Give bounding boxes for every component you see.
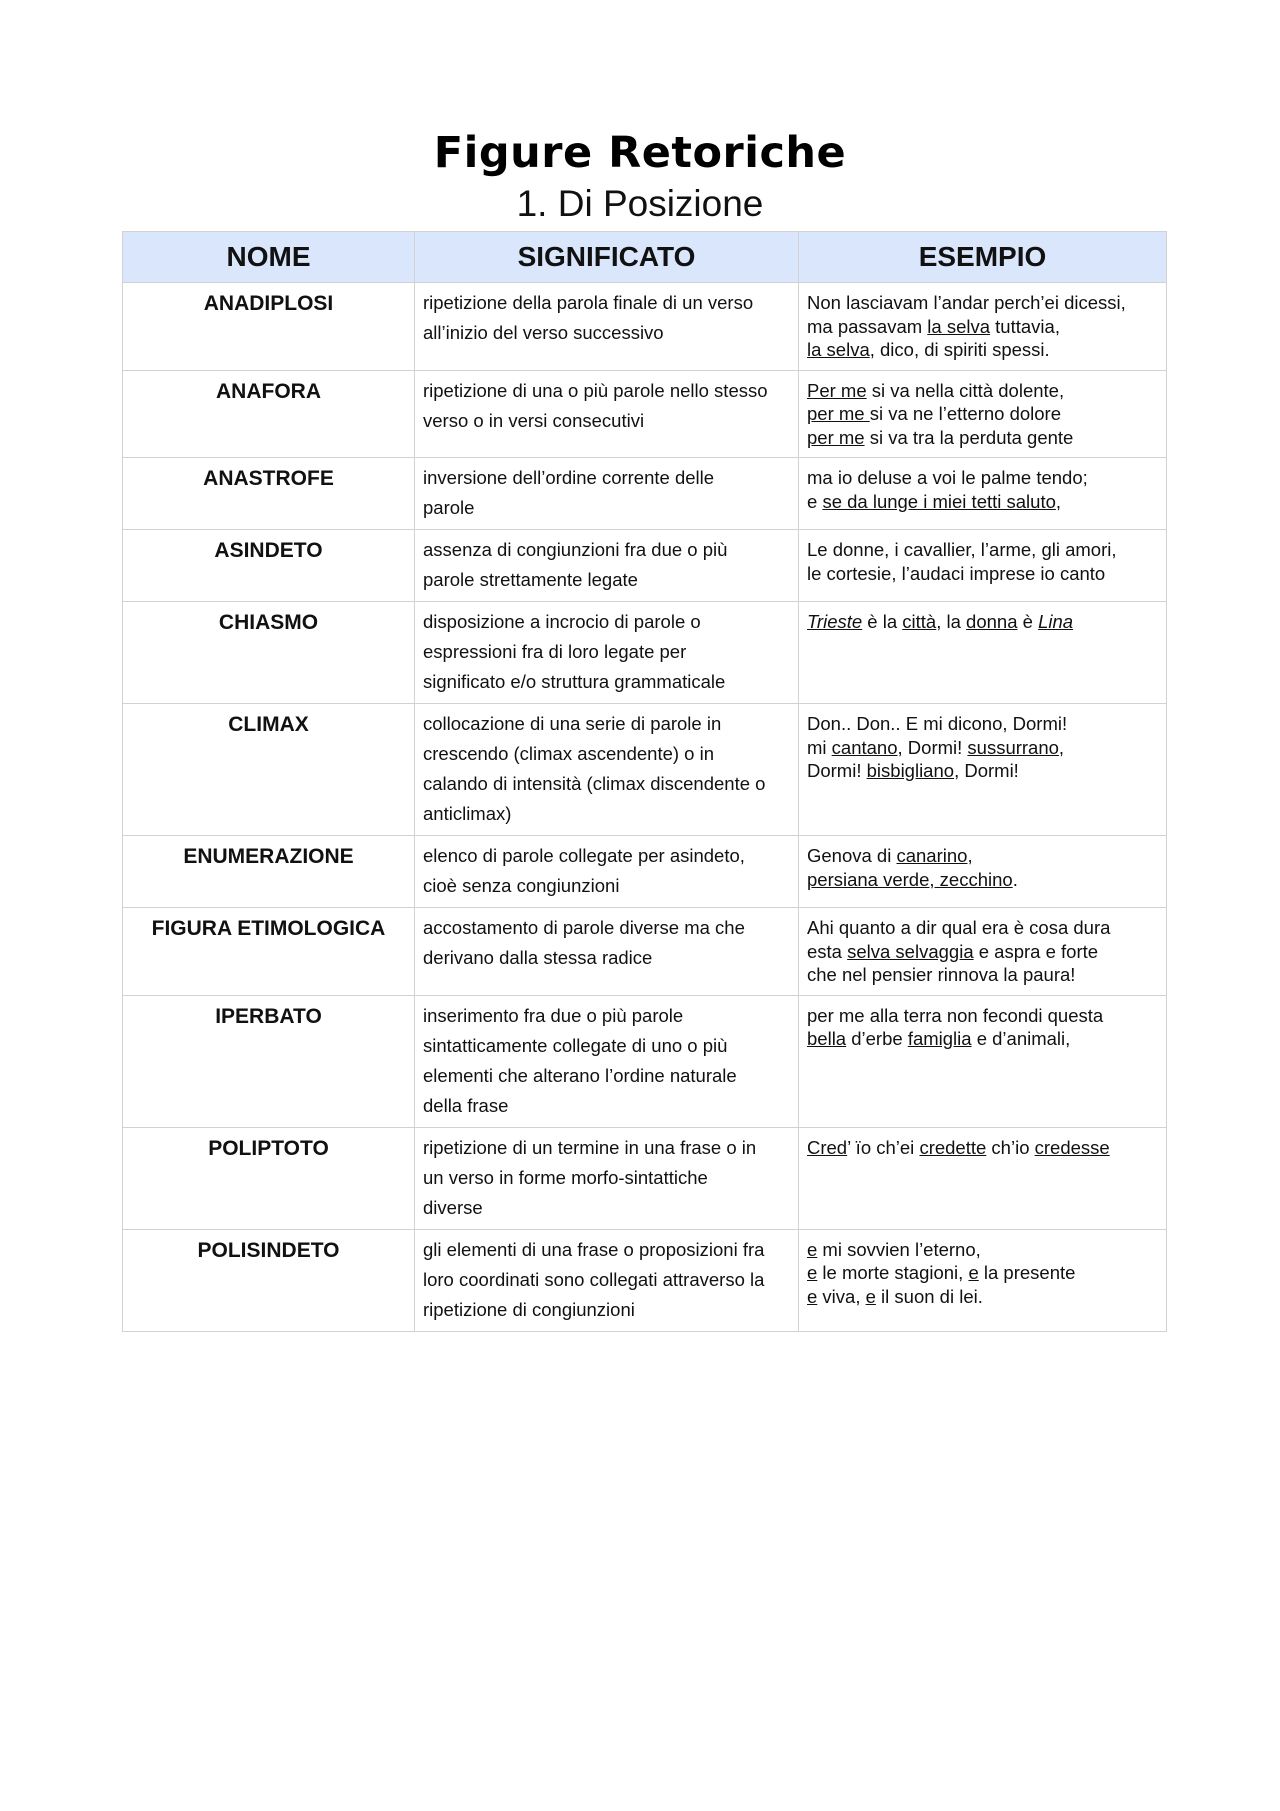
underlined-word: per me bbox=[807, 426, 865, 448]
esempio-line bbox=[807, 402, 1158, 426]
cell-significato bbox=[415, 458, 799, 530]
table-row bbox=[123, 908, 1167, 996]
cell-significato bbox=[415, 995, 799, 1127]
underlined-word: la selva bbox=[807, 339, 870, 360]
significato-line: ripetizione di una o più parole nello stesso bbox=[423, 379, 768, 401]
significato-line: calando di intensità (climax discendente o bbox=[423, 773, 766, 794]
cell-esempio bbox=[799, 283, 1167, 371]
verse-text: Non lasciavam l’andar perch’ei dicessi, bbox=[807, 292, 1126, 313]
verse-text: . bbox=[1012, 868, 1018, 890]
cell-nome: FIGURA ETIMOLOGICA bbox=[123, 908, 415, 996]
underlined-word: Lina bbox=[1038, 611, 1074, 632]
table-row bbox=[123, 1127, 1167, 1229]
significato-line: significato e/o struttura grammaticale bbox=[423, 671, 726, 692]
verse-text: si va ne l’etterno dolore bbox=[869, 403, 1061, 424]
underlined-word: città bbox=[902, 611, 937, 632]
verse-text: esta bbox=[807, 940, 848, 962]
esempio-line bbox=[807, 490, 1158, 514]
table-row bbox=[123, 836, 1167, 908]
verse-text: , bbox=[1055, 490, 1062, 512]
verse-text: ch’io bbox=[986, 1136, 1035, 1158]
cell-nome: CHIASMO bbox=[123, 602, 415, 704]
esempio-line bbox=[807, 712, 1158, 736]
esempio-line bbox=[807, 562, 1158, 586]
underlined-word: Cred bbox=[807, 1136, 848, 1158]
cell-nome: ENUMERAZIONE bbox=[123, 836, 415, 908]
underlined-word: Trieste bbox=[807, 611, 863, 632]
cell-esempio bbox=[799, 995, 1167, 1127]
underlined-word: cantano bbox=[831, 736, 898, 758]
verse-text: è la bbox=[862, 611, 903, 632]
underlined-word: bisbigliano bbox=[866, 760, 955, 781]
column-header-esempio: ESEMPIO bbox=[799, 232, 1167, 283]
significato-line: ripetizione di un termine in una frase o in bbox=[423, 1136, 757, 1158]
verse-text: d’erbe bbox=[846, 1028, 908, 1049]
table-row bbox=[123, 704, 1167, 836]
cell-significato bbox=[415, 1229, 799, 1331]
significato-line: ripetizione della parola finale di un verso bbox=[423, 292, 754, 313]
verse-text: si va tra la perduta gente bbox=[864, 426, 1074, 448]
verse-text: le cortesie, l’audaci imprese io canto bbox=[807, 562, 1106, 584]
document-title: Figure Retoriche bbox=[433, 128, 847, 178]
verse-text: viva, bbox=[817, 1285, 866, 1307]
esempio-line bbox=[807, 1027, 1158, 1051]
verse-text: mi sovvien l’eterno, bbox=[817, 1238, 981, 1260]
cell-esempio bbox=[799, 704, 1167, 836]
significato-line: assenza di congiunzioni fra due o più bbox=[423, 539, 728, 560]
verse-text: per me alla terra non fecondi questa bbox=[807, 1004, 1104, 1026]
verse-text: e d’animali, bbox=[971, 1028, 1071, 1049]
column-header-nome: NOME bbox=[123, 232, 415, 283]
verse-text: , Dormi! bbox=[897, 736, 968, 758]
verse-text: si va nella città dolente, bbox=[866, 379, 1065, 401]
cell-nome: ANASTROFE bbox=[123, 458, 415, 530]
table-header-row bbox=[123, 232, 1167, 283]
underlined-word: la selva bbox=[927, 315, 991, 337]
verse-text: , bbox=[967, 845, 973, 866]
cell-esempio bbox=[799, 458, 1167, 530]
esempio-line bbox=[807, 759, 1158, 783]
esempio-line bbox=[807, 1261, 1158, 1285]
verse-text: tuttavia, bbox=[990, 315, 1060, 337]
table-row bbox=[123, 995, 1167, 1127]
cell-nome: ASINDETO bbox=[123, 530, 415, 602]
cell-nome: ANADIPLOSI bbox=[123, 283, 415, 371]
underlined-word: selva selvaggia bbox=[847, 940, 974, 962]
significato-line: inserimento fra due o più parole bbox=[423, 1004, 684, 1026]
underlined-word: famiglia bbox=[907, 1028, 972, 1049]
table-row bbox=[123, 458, 1167, 530]
esempio-line bbox=[807, 315, 1158, 339]
underlined-word: e bbox=[865, 1285, 876, 1307]
verse-text: Le donne, i cavallier, l’arme, gli amori, bbox=[807, 539, 1117, 560]
underlined-word: per me bbox=[807, 403, 870, 424]
significato-line: inversione dell’ordine corrente delle bbox=[423, 467, 715, 488]
cell-nome: ANAFORA bbox=[123, 370, 415, 458]
esempio-line bbox=[807, 1238, 1158, 1262]
esempio-line bbox=[807, 1004, 1158, 1028]
significato-line: all’inizio del verso successivo bbox=[423, 322, 664, 343]
verse-text: Ahi quanto a dir qual era è cosa dura bbox=[807, 917, 1111, 938]
esempio-line bbox=[807, 844, 1158, 868]
cell-nome: POLIPTOTO bbox=[123, 1127, 415, 1229]
table-row bbox=[123, 370, 1167, 458]
cell-significato bbox=[415, 1127, 799, 1229]
significato-line: elementi che alterano l’ordine naturale bbox=[423, 1064, 737, 1086]
verse-text: ma io deluse a voi le palme tendo; bbox=[807, 467, 1088, 488]
underlined-word: canarino bbox=[896, 845, 968, 866]
cell-significato bbox=[415, 530, 799, 602]
cell-esempio bbox=[799, 602, 1167, 704]
underlined-word: persiana verde, zecchino bbox=[807, 868, 1013, 890]
underlined-word: sussurrano bbox=[967, 736, 1059, 758]
significato-line: gli elementi di una frase o proposizioni fra bbox=[423, 1238, 765, 1260]
significato-line: diverse bbox=[423, 1196, 483, 1218]
significato-line: disposizione a incrocio di parole o bbox=[423, 611, 701, 632]
underlined-word: e bbox=[807, 1262, 818, 1283]
cell-esempio bbox=[799, 1127, 1167, 1229]
cell-esempio bbox=[799, 530, 1167, 602]
table-row bbox=[123, 530, 1167, 602]
underlined-word: donna bbox=[966, 611, 1018, 632]
cell-esempio bbox=[799, 1229, 1167, 1331]
esempio-line bbox=[807, 963, 1158, 987]
underlined-word: e bbox=[968, 1262, 979, 1283]
verse-text: , bbox=[1058, 736, 1065, 758]
verse-text: , Dormi! bbox=[954, 760, 1019, 781]
esempio-line bbox=[807, 1285, 1158, 1309]
underlined-word: credette bbox=[919, 1136, 987, 1158]
esempio-line bbox=[807, 610, 1158, 634]
esempio-line bbox=[807, 916, 1158, 940]
significato-line: crescendo (climax ascendente) o in bbox=[423, 743, 715, 764]
verse-text: è bbox=[1017, 611, 1039, 632]
cell-nome: IPERBATO bbox=[123, 995, 415, 1127]
cell-significato bbox=[415, 602, 799, 704]
table-row bbox=[123, 1229, 1167, 1331]
underlined-word: se da lunge i miei tetti saluto bbox=[822, 490, 1056, 512]
significato-line: della frase bbox=[423, 1094, 509, 1116]
esempio-line bbox=[807, 338, 1158, 362]
cell-nome: CLIMAX bbox=[123, 704, 415, 836]
verse-text: la presente bbox=[978, 1262, 1076, 1283]
verse-text: Genova di bbox=[807, 845, 897, 866]
underlined-word: e bbox=[807, 1238, 818, 1260]
cell-significato bbox=[415, 908, 799, 996]
esempio-line bbox=[807, 1136, 1158, 1160]
table-row bbox=[123, 602, 1167, 704]
significato-line: elenco di parole collegate per asindeto, bbox=[423, 845, 745, 866]
underlined-word: credesse bbox=[1034, 1136, 1110, 1158]
verse-text: ’ ïo ch’ei bbox=[847, 1136, 920, 1158]
cell-esempio bbox=[799, 908, 1167, 996]
verse-text: Dormi! bbox=[807, 760, 867, 781]
esempio-line bbox=[807, 868, 1158, 892]
cell-significato bbox=[415, 836, 799, 908]
underlined-word: bella bbox=[807, 1028, 847, 1049]
underlined-word: Per me bbox=[807, 379, 867, 401]
document-subtitle: 1. Di Posizione bbox=[516, 183, 764, 224]
verse-text: Don.. Don.. E mi dicono, Dormi! bbox=[807, 713, 1068, 734]
table-row bbox=[123, 283, 1167, 371]
cell-significato bbox=[415, 283, 799, 371]
significato-line: un verso in forme morfo-sintattiche bbox=[423, 1166, 708, 1188]
esempio-line bbox=[807, 379, 1158, 403]
significato-line: anticlimax) bbox=[423, 803, 512, 824]
table-body bbox=[123, 283, 1167, 1332]
significato-line: cioè senza congiunzioni bbox=[423, 875, 620, 896]
esempio-line bbox=[807, 736, 1158, 760]
significato-line: sintatticamente collegate di uno o più bbox=[423, 1034, 728, 1056]
verse-text: e aspra e forte bbox=[973, 940, 1099, 962]
cell-esempio bbox=[799, 370, 1167, 458]
figures-table bbox=[122, 231, 1167, 1332]
significato-line: parole bbox=[423, 497, 475, 518]
cell-nome: POLISINDETO bbox=[123, 1229, 415, 1331]
verse-text: e bbox=[807, 490, 823, 512]
significato-line: espressioni fra di loro legate per bbox=[423, 641, 687, 662]
cell-esempio bbox=[799, 836, 1167, 908]
esempio-line bbox=[807, 291, 1158, 315]
significato-line: accostamento di parole diverse ma che bbox=[423, 917, 745, 938]
verse-text: ma passavam bbox=[807, 315, 928, 337]
underlined-word: e bbox=[807, 1285, 818, 1307]
significato-line: loro coordinati sono collegati attraverso la bbox=[423, 1268, 765, 1290]
verse-text: , la bbox=[936, 611, 967, 632]
verse-text: mi bbox=[807, 736, 832, 758]
esempio-line bbox=[807, 940, 1158, 964]
significato-line: collocazione di una serie di parole in bbox=[423, 713, 722, 734]
esempio-line bbox=[807, 466, 1158, 490]
verse-text: le morte stagioni, bbox=[817, 1262, 969, 1283]
verse-text: , dico, di spiriti spessi. bbox=[869, 339, 1050, 360]
significato-line: verso o in versi consecutivi bbox=[423, 409, 645, 431]
column-header-significato: SIGNIFICATO bbox=[415, 232, 799, 283]
verse-text: che nel pensier rinnova la paura! bbox=[807, 964, 1076, 985]
esempio-line bbox=[807, 426, 1158, 450]
esempio-line bbox=[807, 538, 1158, 562]
significato-line: ripetizione di congiunzioni bbox=[423, 1298, 635, 1320]
significato-line: parole strettamente legate bbox=[423, 569, 638, 590]
cell-significato bbox=[415, 370, 799, 458]
significato-line: derivano dalla stessa radice bbox=[423, 947, 653, 968]
verse-text: il suon di lei. bbox=[875, 1285, 983, 1307]
cell-significato bbox=[415, 704, 799, 836]
